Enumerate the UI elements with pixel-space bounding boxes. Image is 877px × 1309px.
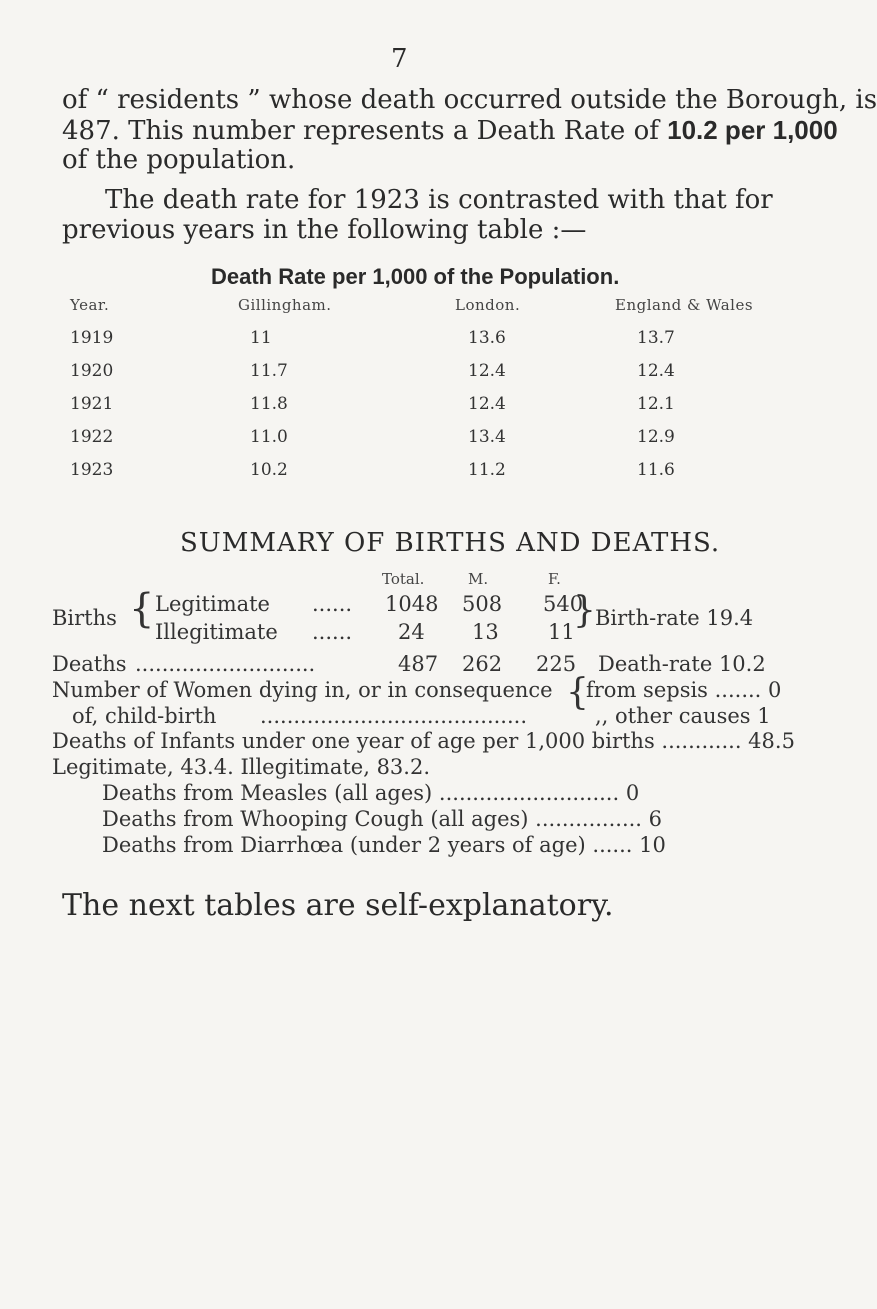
illegitimate-dots: ...... bbox=[312, 620, 353, 644]
col-header-male: M. bbox=[468, 570, 489, 588]
women-brace-icon: { bbox=[566, 672, 589, 713]
deaths-total: 487 bbox=[398, 652, 439, 676]
col-header-female: F. bbox=[548, 570, 561, 588]
table-row-1923-year: 1923 bbox=[70, 460, 114, 480]
table-row-1922-gillingham: 11.0 bbox=[250, 427, 288, 447]
women-line-2: of, child-birth bbox=[72, 704, 217, 728]
table-row-1921-gillingham: 11.8 bbox=[250, 394, 288, 414]
intro-line-2 bbox=[62, 115, 838, 146]
women-line-1: Number of Women dying in, or in consequence bbox=[52, 678, 553, 702]
col-header-gillingham: Gillingham. bbox=[238, 296, 332, 314]
table-row-1920-gillingham: 11.7 bbox=[250, 361, 288, 381]
table-row-1921-london: 12.4 bbox=[468, 394, 506, 414]
table-row-1922-year: 1922 bbox=[70, 427, 114, 447]
other-causes-deaths: ,, other causes 1 bbox=[595, 704, 771, 728]
legit-illegit-infant-rates: Legitimate, 43.4. Illegitimate, 83.2. bbox=[52, 755, 430, 779]
women-line-2-dots: ........................................ bbox=[260, 704, 528, 728]
col-header-year: Year. bbox=[70, 296, 110, 314]
table-title: Death Rate per 1,000 of the Population. bbox=[211, 264, 620, 289]
sepsis-deaths: from sepsis ....... 0 bbox=[586, 678, 782, 702]
col-header-total: Total. bbox=[382, 570, 425, 588]
table-row-1920-year: 1920 bbox=[70, 361, 114, 381]
table-row-1920-england: 12.4 bbox=[637, 361, 675, 381]
table-row-1923-london: 11.2 bbox=[468, 460, 506, 480]
death-rate: Death-rate 10.2 bbox=[598, 652, 766, 676]
col-header-london: London. bbox=[455, 296, 521, 314]
page-number: 7 bbox=[391, 44, 408, 74]
illegitimate-total: 24 bbox=[398, 620, 425, 644]
table-row-1919-year: 1919 bbox=[70, 328, 114, 348]
table-row-1919-england: 13.7 bbox=[637, 328, 675, 348]
legitimate-label: Legitimate bbox=[155, 592, 270, 616]
col-header-england-wales: England & Wales bbox=[615, 296, 754, 314]
table-row-1921-england: 12.1 bbox=[637, 394, 675, 414]
intro-line-3: of the population. bbox=[62, 145, 296, 175]
birth-rate-brace-icon: } bbox=[573, 590, 596, 631]
legitimate-total: 1048 bbox=[385, 592, 439, 616]
table-row-1921-year: 1921 bbox=[70, 394, 114, 414]
table-row-1922-england: 12.9 bbox=[637, 427, 675, 447]
whooping-cough-deaths: Deaths from Whooping Cough (all ages) ................ 6 bbox=[102, 807, 663, 831]
deaths-male: 262 bbox=[462, 652, 503, 676]
intro-line-1: of “ residents ” whose death occurred outside the Borough, is bbox=[62, 85, 877, 115]
illegitimate-female: 11 bbox=[548, 620, 575, 644]
closing-sentence: The next tables are self-explanatory. bbox=[62, 888, 614, 923]
measles-deaths: Deaths from Measles (all ages) ........................... 0 bbox=[102, 781, 640, 805]
legitimate-male: 508 bbox=[462, 592, 503, 616]
births-brace-icon: { bbox=[129, 586, 155, 632]
table-row-1923-gillingham: 10.2 bbox=[250, 460, 288, 480]
legitimate-dots: ...... bbox=[312, 592, 353, 616]
table-row-1919-gillingham: 11 bbox=[250, 328, 272, 348]
births-label: Births bbox=[52, 606, 117, 630]
illegitimate-label: Illegitimate bbox=[155, 620, 278, 644]
table-row-1919-london: 13.6 bbox=[468, 328, 506, 348]
table-row-1920-london: 12.4 bbox=[468, 361, 506, 381]
infant-deaths-line: Deaths of Infants under one year of age per 1,000 births ............ 48.5 bbox=[52, 729, 795, 753]
deaths-label: Deaths bbox=[52, 652, 127, 676]
diarrhoea-deaths: Deaths from Diarrhœa (under 2 years of age) ...... 10 bbox=[102, 833, 666, 857]
table-row-1923-england: 11.6 bbox=[637, 460, 675, 480]
deaths-female: 225 bbox=[536, 652, 577, 676]
illegitimate-male: 13 bbox=[472, 620, 499, 644]
intro-line-2-text: 487. This number represents a Death Rate of bbox=[62, 116, 668, 146]
intro-line-4: The death rate for 1923 is contrasted with that for bbox=[105, 185, 773, 215]
deaths-dots: ........................... bbox=[135, 652, 316, 676]
intro-line-5: previous years in the following table :— bbox=[62, 215, 587, 245]
death-rate-emphasis: 10.2 per 1,000 bbox=[667, 115, 838, 145]
summary-title: SUMMARY OF BIRTHS AND DEATHS. bbox=[180, 528, 721, 558]
legitimate-female: 540 bbox=[543, 592, 584, 616]
table-row-1922-london: 13.4 bbox=[468, 427, 506, 447]
birth-rate: Birth-rate 19.4 bbox=[595, 606, 754, 630]
